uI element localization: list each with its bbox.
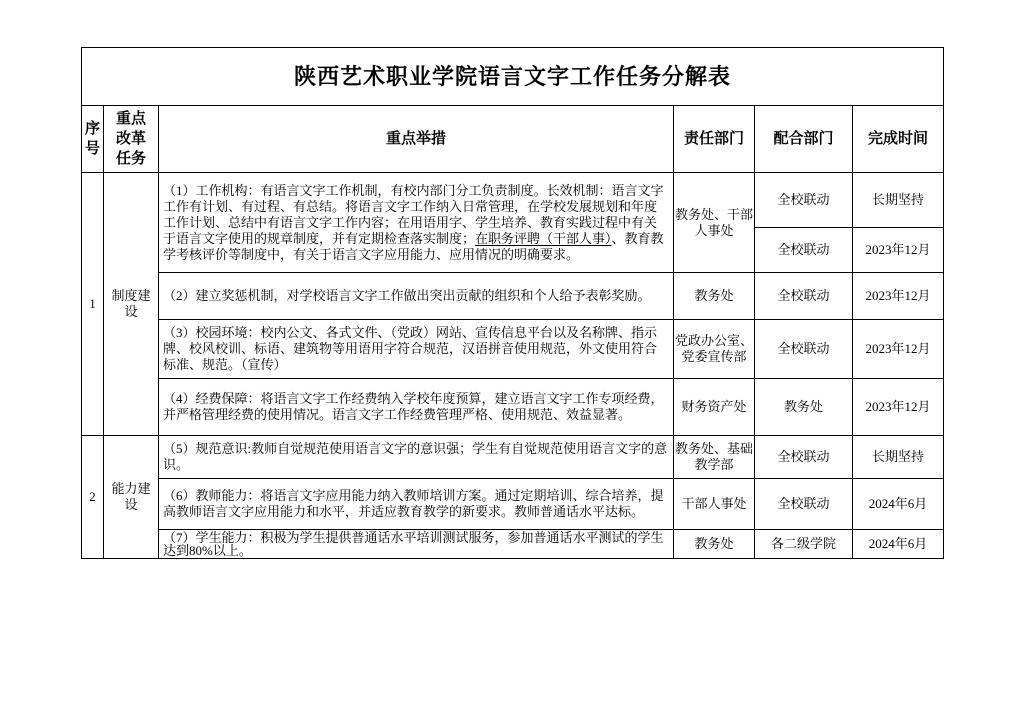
time-cell-2: 2023年12月 — [853, 273, 944, 320]
header-coop: 配合部门 — [755, 106, 853, 173]
time-cell-4: 2023年12月 — [853, 379, 944, 436]
coop-cell-4: 教务处 — [755, 379, 853, 436]
coop-cell-5: 全校联动 — [755, 436, 853, 479]
header-resp: 责任部门 — [674, 106, 755, 173]
section-no-1: 1 — [82, 173, 104, 436]
time-cell-5: 长期坚持 — [853, 436, 944, 479]
section-task-2: 能力建设 — [104, 436, 159, 559]
section-task-1: 制度建设 — [104, 173, 159, 436]
coop-cell-6: 全校联动 — [755, 479, 853, 530]
resp-cell-7: 教务处 — [674, 530, 755, 559]
resp-cell-3: 党政办公室、党委宣传部 — [674, 320, 755, 379]
header-time: 完成时间 — [853, 106, 944, 173]
time-cell-1a: 长期坚持 — [853, 173, 944, 228]
header-task-label: 重点改革任务 — [115, 111, 146, 167]
time-cell-7: 2024年6月 — [853, 530, 944, 559]
coop-cell-2: 全校联动 — [755, 273, 853, 320]
measure-cell-7: （7）学生能力：积极为学生提供普通话水平培训测试服务，参加普通话水平测试的学生达到80%以上。 — [159, 530, 674, 559]
section-no-2: 2 — [82, 436, 104, 559]
measure-1-underlined-text: 在职务评聘（干部人事） — [475, 230, 612, 246]
coop-cell-1a: 全校联动 — [755, 173, 853, 228]
measure-cell-2: （2）建立奖惩机制，对学校语言文字工作做出突出贡献的组织和个人给予表彰奖励。 — [159, 273, 674, 320]
measure-cell-3: （3）校园环境：校内公文、各式文件、（党政）网站、宣传信息平台以及名称牌、指示牌、校风校训、标语、建筑物等用语用字符合规范，汉语拼音使用规范，外文使用符合标准、规范。（宣传） — [159, 320, 674, 379]
measure-cell-5: （5）规范意识:教师自觉规范使用语言文字的意识强；学生有自觉规范使用语言文字的意识。 — [159, 436, 674, 479]
resp-cell-6: 干部人事处 — [674, 479, 755, 530]
coop-cell-3: 全校联动 — [755, 320, 853, 379]
coop-cell-7: 各二级学院 — [755, 530, 853, 559]
measure-cell-6: （6）教师能力：将语言文字应用能力纳入教师培训方案。通过定期培训、综合培养，提高教师语言文字应用能力和水平，并适应教育教学的新要求。教师普通话水平达标。 — [159, 479, 674, 530]
coop-cell-1b: 全校联动 — [755, 228, 853, 273]
resp-cell-5: 教务处、基础教学部 — [674, 436, 755, 479]
header-measure: 重点举措 — [159, 106, 674, 173]
resp-cell-2: 教务处 — [674, 273, 755, 320]
task-table — [81, 47, 944, 559]
time-cell-3: 2023年12月 — [853, 320, 944, 379]
measure-cell-1 — [159, 173, 674, 273]
time-cell-6: 2024年6月 — [853, 479, 944, 530]
document-page — [81, 47, 944, 559]
header-task — [104, 106, 159, 173]
measure-1-text-end: 、教育教学考核评价等制度中，有关于语言文字应用能力、应用情况的明确要求。 — [163, 230, 664, 262]
resp-cell-4: 财务资产处 — [674, 379, 755, 436]
table-title: 陕西艺术职业学院语言文字工作任务分解表 — [82, 48, 944, 106]
measure-cell-4: （4）经费保障：将语言文字工作经费纳入学校年度预算，建立语言文字工作专项经费，并严格管理经费的使用情况。语言文字工作经费管理严格、使用规范、效益显著。 — [159, 379, 674, 436]
time-cell-1b: 2023年12月 — [853, 228, 944, 273]
measure-1-text: （1）工作机构：有语言文字工作机制，有校内部门分工负责制度。长效机制：语言文字工作有计划、有过程、有总结。将语言文字工作纳入日常管理，在学校发展规划和年度工作计划、总结中有语言文字工作内容；在用语用字、学生培养、教育实践过程中有关于语言文字使用的规章制度，并有定期检查落实制度； — [163, 182, 664, 246]
header-no: 序号 — [82, 106, 104, 173]
resp-cell-1: 教务处、干部人事处 — [674, 173, 755, 273]
